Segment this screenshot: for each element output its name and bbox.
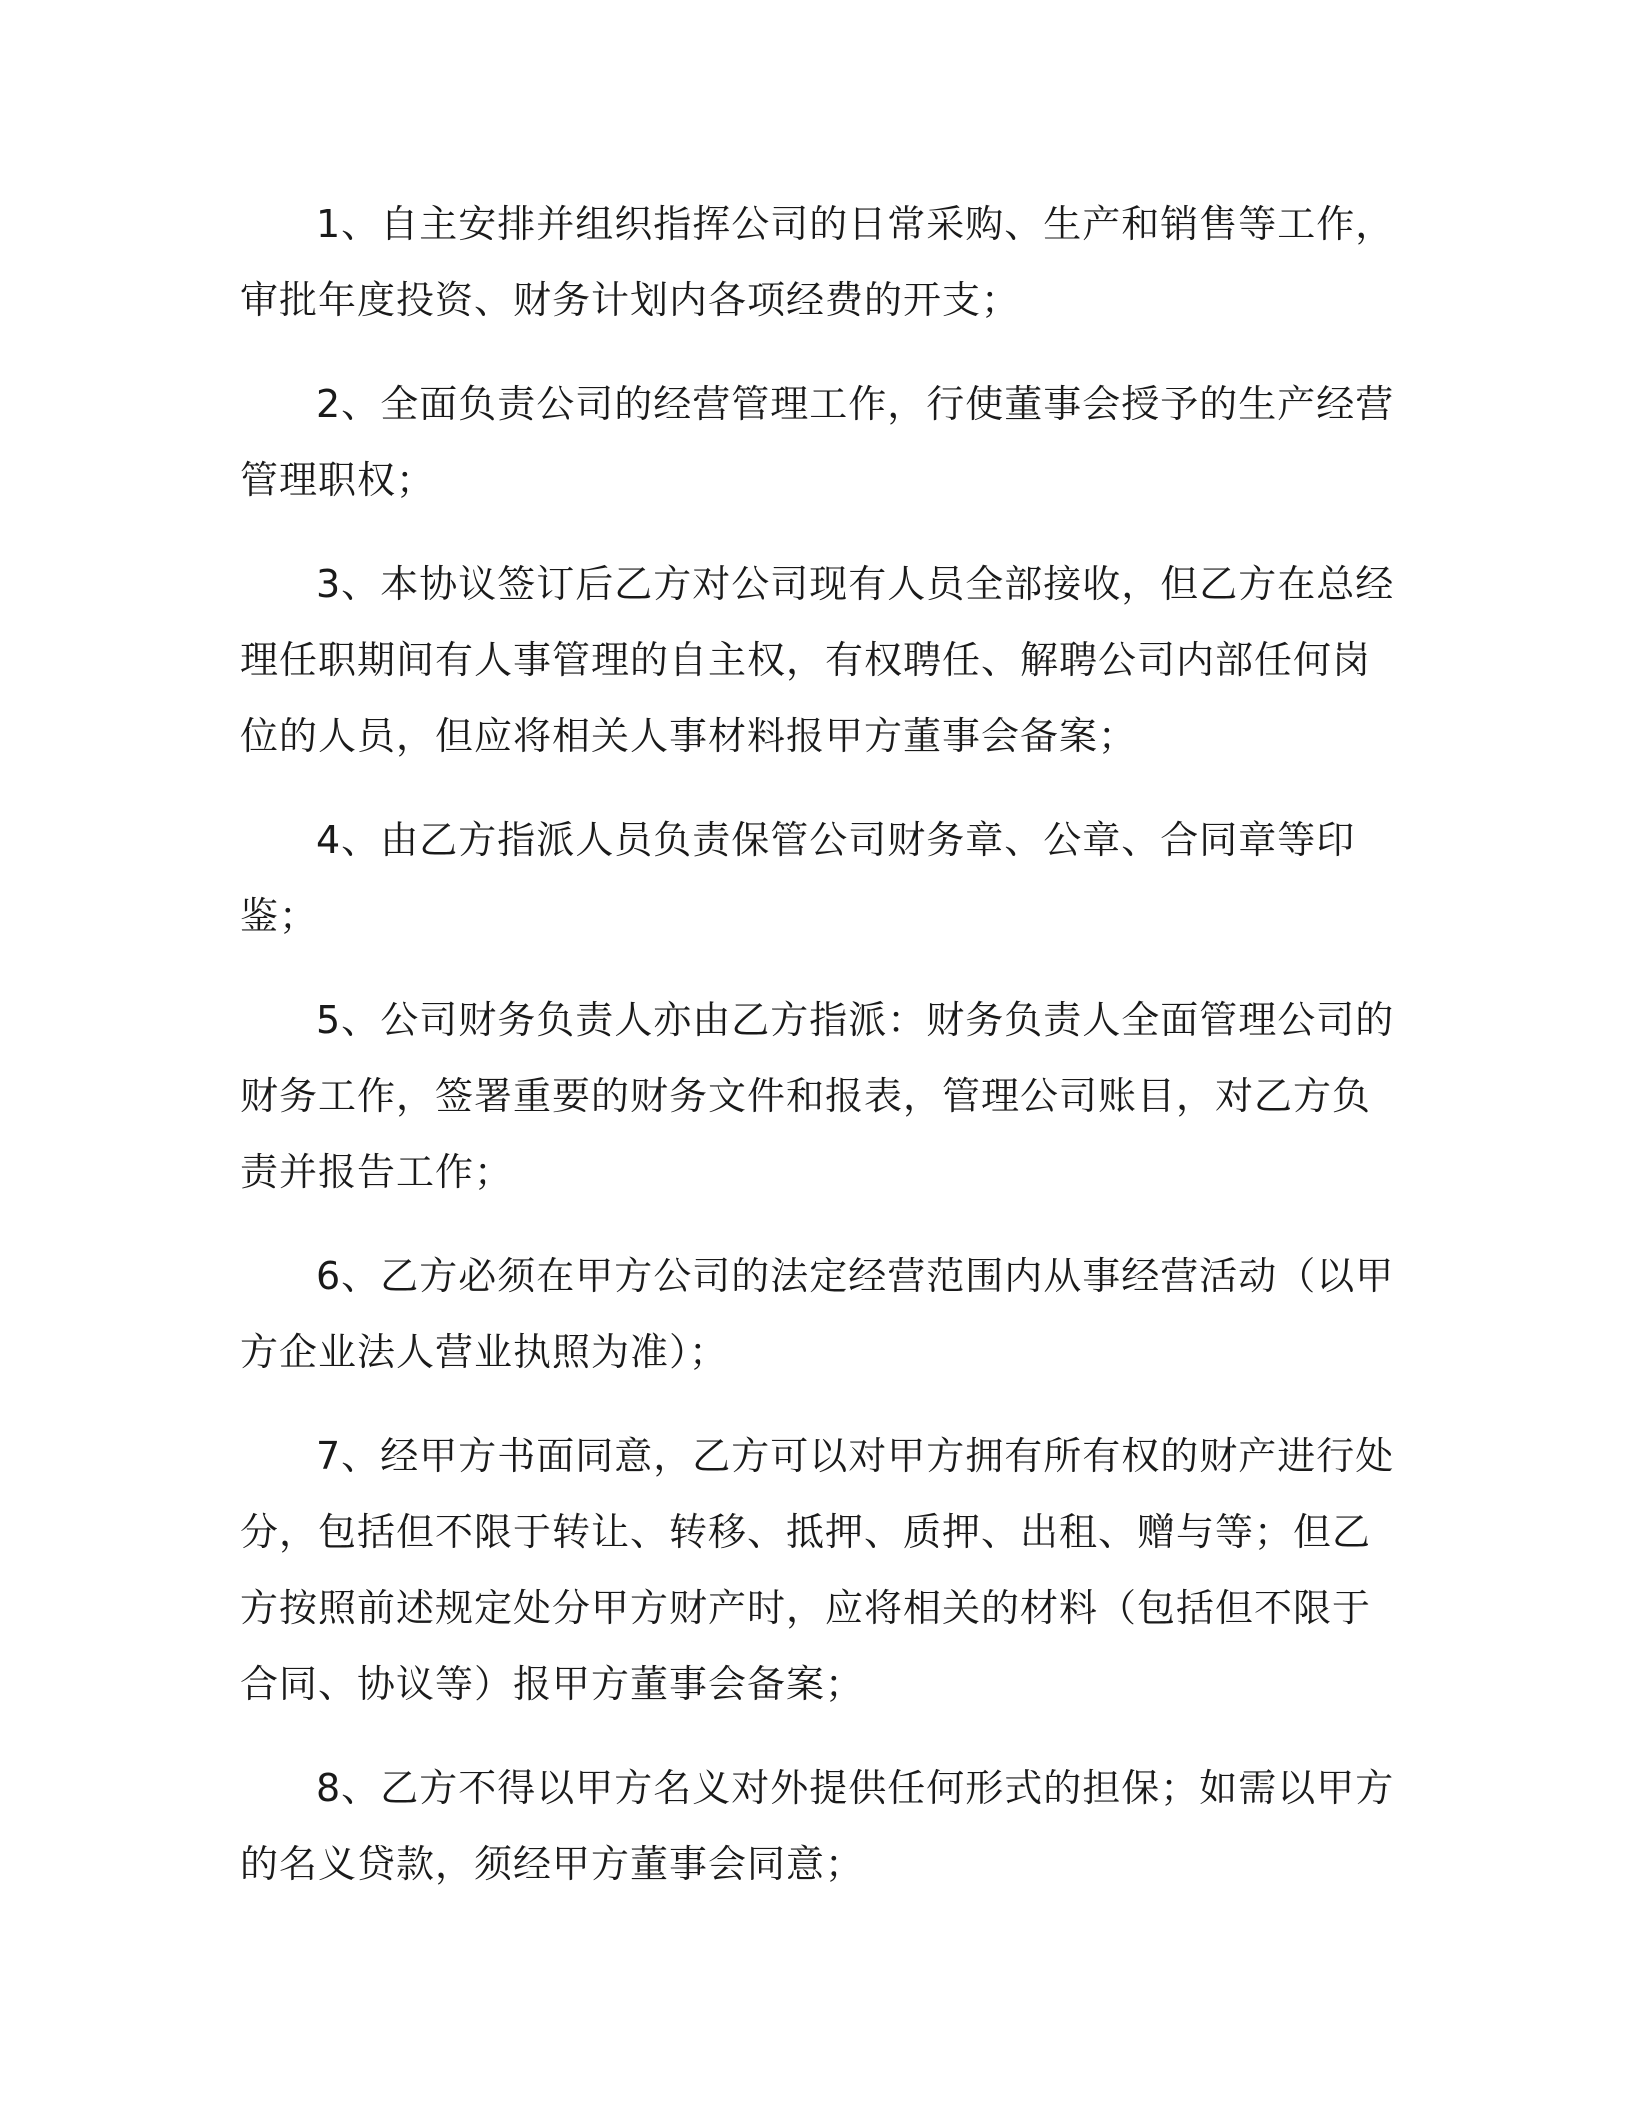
clause-number: 4、 (316, 818, 381, 862)
clause-2 (240, 366, 1402, 518)
clause-text: 公司财务负责人亦由乙方指派：财务负责人全面管理公司的财务工作，签署重要的财务文件和报表，管理公司账目，对乙方负责并报告工作； (240, 998, 1395, 1194)
clause-3 (240, 546, 1402, 774)
clause-4 (240, 802, 1402, 954)
clause-number: 8、 (316, 1766, 381, 1810)
clause-7 (240, 1418, 1402, 1722)
clause-1 (240, 186, 1402, 338)
clause-6 (240, 1238, 1402, 1390)
clause-number: 3、 (316, 562, 381, 606)
clause-number: 7、 (316, 1434, 381, 1478)
clause-8 (240, 1750, 1402, 1902)
clause-text: 本协议签订后乙方对公司现有人员全部接收，但乙方在总经理任职期间有人事管理的自主权，有权聘任、解聘公司内部任何岗位的人员，但应将相关人事材料报甲方董事会备案； (240, 562, 1395, 758)
clause-text: 乙方不得以甲方名义对外提供任何形式的担保；如需以甲方的名义贷款，须经甲方董事会同意； (240, 1766, 1395, 1886)
clause-text: 经甲方书面同意，乙方可以对甲方拥有所有权的财产进行处分，包括但不限于转让、转移、抵押、质押、出租、赠与等；但乙方按照前述规定处分甲方财产时，应将相关的材料（包括但不限于合同、协议等）报甲方董事会备案； (240, 1434, 1395, 1706)
clause-5 (240, 982, 1402, 1210)
clause-text: 全面负责公司的经营管理工作，行使董事会授予的生产经营管理职权； (240, 382, 1395, 502)
document-body (240, 186, 1402, 1930)
clause-number: 5、 (316, 998, 381, 1042)
clause-text: 自主安排并组织指挥公司的日常采购、生产和销售等工作，审批年度投资、财务计划内各项经费的开支； (240, 202, 1395, 322)
clause-number: 6、 (316, 1254, 381, 1298)
clause-text: 乙方必须在甲方公司的法定经营范围内从事经营活动（以甲方企业法人营业执照为准）； (240, 1254, 1395, 1374)
clause-number: 1、 (316, 202, 381, 246)
clause-text: 由乙方指派人员负责保管公司财务章、公章、合同章等印鉴； (240, 818, 1356, 938)
clause-number: 2、 (316, 382, 381, 426)
